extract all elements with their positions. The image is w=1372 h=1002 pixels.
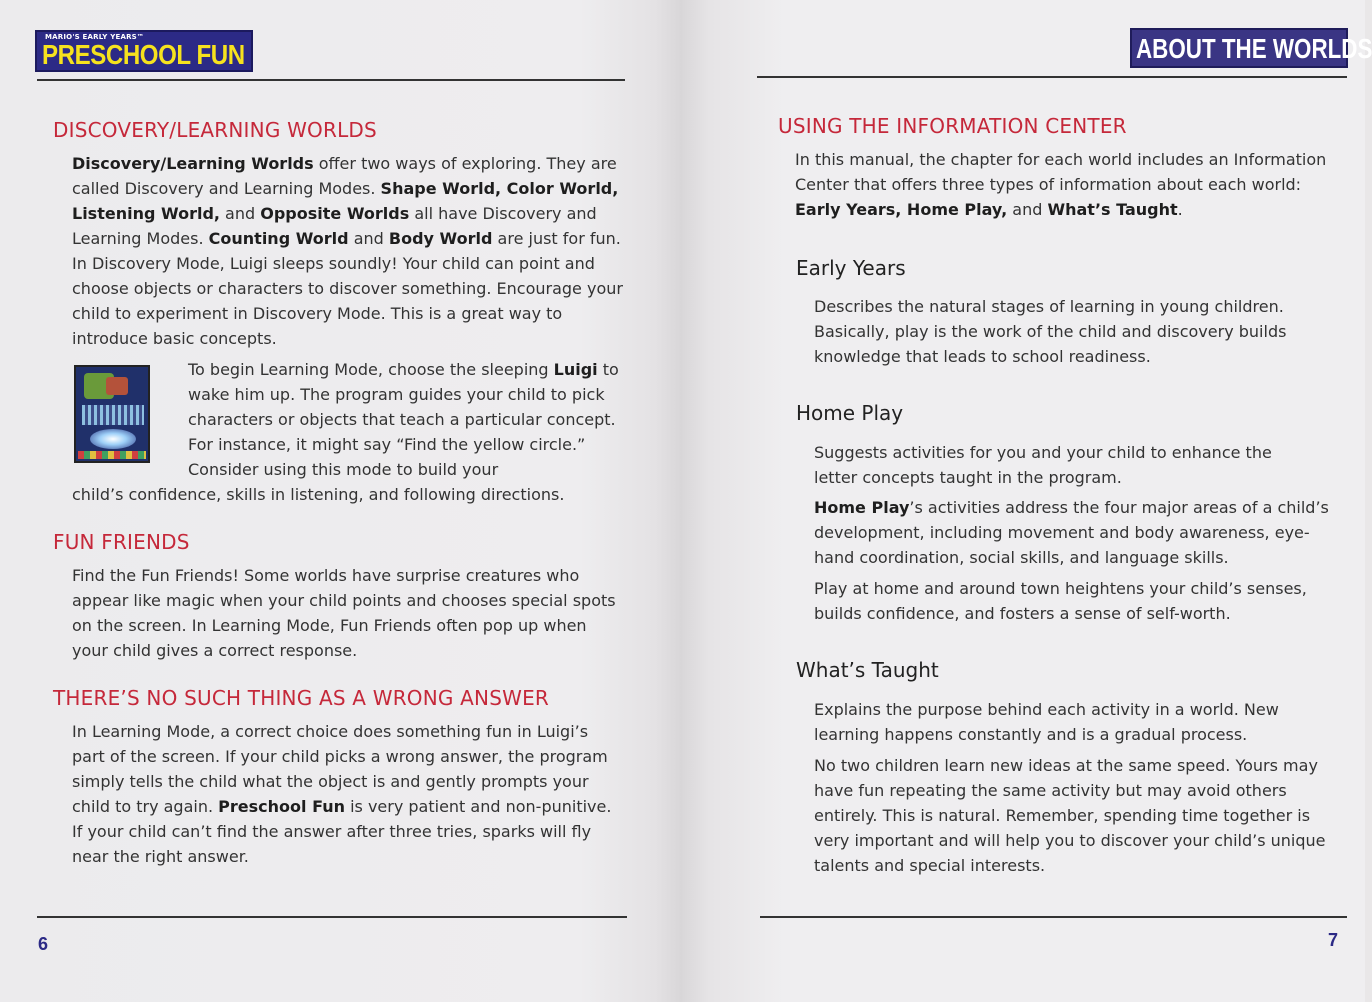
info-center-heading: USING THE INFORMATION CENTER [778,114,1127,138]
text-run: No two children learn new ideas at the same speed. Yours may have fun repeating the same activity but may avoid others entirely. This is natural. Remember, spending time together is very important and will help you to discover your child’s unique talents and special interests. [814,756,1326,875]
bold-term: Luigi [553,360,598,379]
page-number-right: 7 [1328,930,1339,950]
right-page [682,0,1372,1002]
text-run: Suggests activities for you and your child to enhance the letter concepts taught in the program. [814,443,1272,487]
early-years-paragraph [814,294,1314,369]
home-play-paragraph-3 [814,576,1344,626]
text-run: ’s activities address the four major areas of a child’s development, including movement and body awareness, eye-hand coordination, social skills, and language skills. [814,498,1329,567]
header-rule [37,79,625,81]
text-run: all have Discovery and Learning Modes. [72,204,597,248]
fun-friends-heading: FUN FRIENDS [53,530,190,554]
text-run: In Learning Mode, a correct choice does something fun in Luigi’s part of the screen. If your child picks a wrong answer, the program simply tells the child what the object is and gently prompts your child to try again. [72,722,608,816]
home-play-paragraph-1 [814,440,1314,490]
page-number-left: 6 [38,934,49,954]
bold-term: Discovery/Learning Worlds [72,154,314,173]
text-run: and [1007,200,1048,219]
info-center-paragraph [795,147,1343,222]
wrong-answer-paragraph [72,719,620,869]
discovery-paragraph [72,151,624,351]
thumb-character-2 [106,377,128,395]
bold-term: Early Years, Home Play, [795,200,1008,219]
early-years-heading: Early Years [796,256,906,280]
preschool-fun-logo [35,30,253,72]
bold-term: What’s Taught [1047,200,1178,219]
bold-term: Opposite Worlds [260,204,410,223]
left-page [0,0,682,1002]
whats-taught-paragraph-1 [814,697,1319,747]
home-play-heading: Home Play [796,401,904,425]
thumb-glow-circle [90,429,136,449]
wrong-answer-heading: THERE’S NO SUCH THING AS A WRONG ANSWER [53,686,550,710]
text-run: and [219,204,261,223]
text-run: In this manual, the chapter for each world includes an Information Center that offers three types of information about each world: [795,150,1327,194]
logo-subtitle: MARIO'S EARLY YEARS™ [45,33,145,41]
text-run: Explains the purpose behind each activity in a world. New learning happens constantly and is a gradual process. [814,700,1279,744]
text-run: Find the Fun Friends! Some worlds have surprise creatures who appear like magic when your child points and chooses special spots on the screen. In Learning Mode, Fun Friends often pop up when your child gives a correct response. [72,566,616,660]
bold-term: Counting World [208,229,349,248]
text-run: to wake him up. The program guides your child to pick characters or objects that teach a particular concept. For instance, it might say “Find the yellow circle.” Consider using this mode to build your [188,360,619,479]
discovery-heading: DISCOVERY/LEARNING WORLDS [53,118,377,142]
logo-title: PRESCHOOL FUN [42,39,245,70]
fun-friends-paragraph [72,563,620,663]
bold-term: Preschool Fun [218,797,345,816]
text-run: is very patient and non-punitive. If your child can’t find the answer after three tries, sparks will fly near the right answer. [72,797,612,866]
learning-mode-paragraph-end: child’s confidence, skills in listening, and following directions. [72,485,565,504]
learning-mode-paragraph [188,357,626,482]
header-rule-right [757,76,1347,78]
whats-taught-heading: What’s Taught [796,658,939,682]
learning-mode-screenshot-thumbnail [74,365,150,463]
text-run: . [1177,200,1183,219]
home-play-paragraph-2 [814,495,1349,570]
text-run: offer two ways of exploring. They are called Discovery and Learning Modes. [72,154,617,198]
thumb-scenery [82,405,144,425]
text-run: Play at home and around town heightens your child’s senses, builds confidence, and fosters a sense of self-worth. [814,579,1307,623]
whats-taught-paragraph-2 [814,753,1349,878]
text-run: Describes the natural stages of learning in young children. Basically, play is the work of the child and discovery builds knowledge that leads to school readiness. [814,297,1287,366]
bold-term: Home Play [814,498,910,517]
text-run: are just for fun. In Discovery Mode, Luigi sleeps soundly! Your child can point and choose objects or characters to discover something. Encourage your child to experiment in Discovery Mode. This is a great way to introduce basic concepts. [72,229,623,348]
tab-title: ABOUT THE WORLDS [1136,33,1372,64]
bold-term: Shape World, Color World, Listening World, [72,179,619,223]
thumb-item-strip [78,451,146,459]
footer-rule-right [760,916,1347,918]
text-run: To begin Learning Mode, choose the sleeping [188,360,554,379]
about-the-worlds-tab [1130,28,1372,68]
text-run: and [348,229,389,248]
bold-term: Body World [388,229,493,248]
footer-rule [37,916,627,918]
